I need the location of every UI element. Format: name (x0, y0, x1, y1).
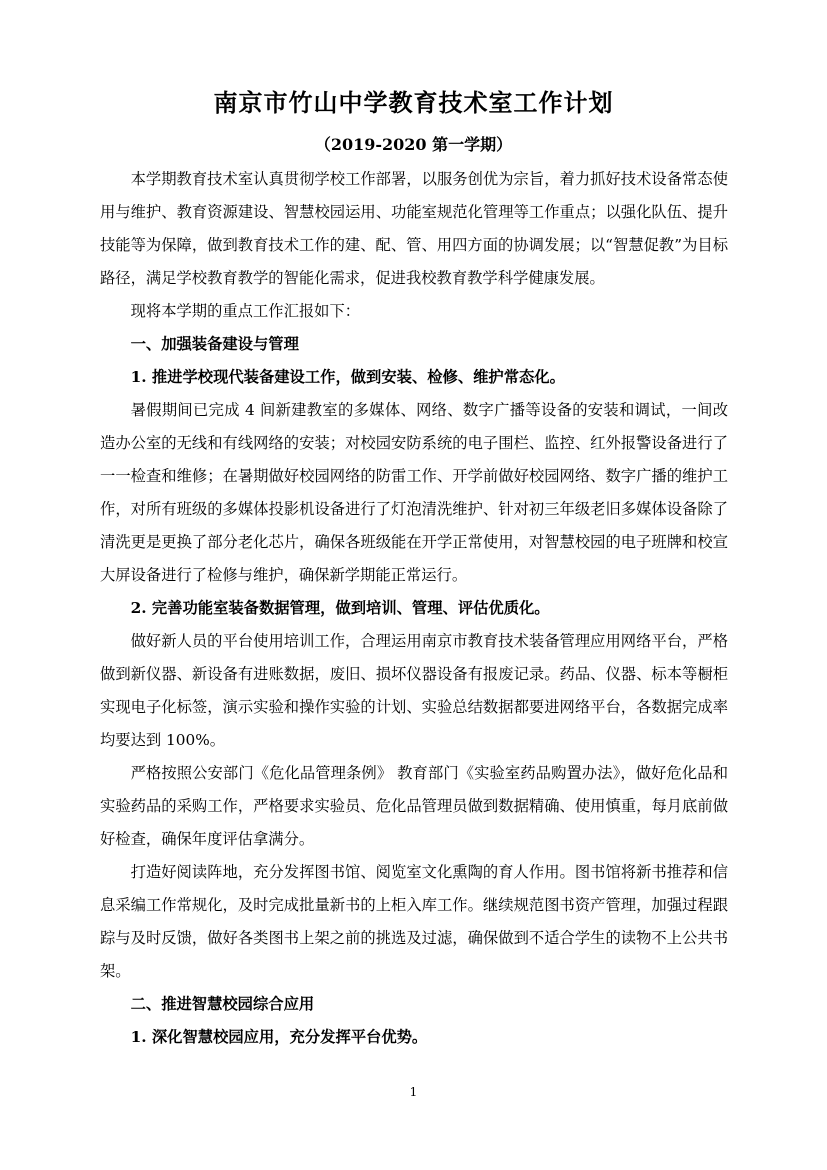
section-1-heading: 一、加强装备建设与管理 (130, 335, 299, 353)
lead-paragraph: 现将本学期的重点工作汇报如下： (130, 302, 361, 320)
document-title: 南京市竹山中学教育技术室工作计划 (213, 89, 614, 117)
document-subtitle: （2019-2020 第一学期） (314, 135, 513, 154)
section-2-heading: 二、推进智慧校园综合应用 (130, 995, 315, 1013)
intro-paragraph: 本学期教育技术室认真贯彻学校工作部署，以服务创优为宗旨，着力抓好技术设备常态使用与维护、教育资源建设、智慧校园运用、功能室规范化管理等工作重点；以强化队伍、提升技能等为保障，做到教育技术工作的建、配、管、用四方面的协调发展；以“智慧促教”为目标路径，满足学校教育教学的智能化需求，促进我校教育教学科学健康发展。 (100, 170, 728, 287)
section-2-item-1-heading: 1. 深化智慧校园应用，充分发挥平台优势。 (130, 1028, 428, 1046)
page-number: 1 (409, 1085, 418, 1099)
document-body (100, 163, 728, 1054)
section-1-item-1-heading: 1. 推进学校现代装备建设工作，做到安装、检修、维护常态化。 (130, 368, 565, 386)
section-1-item-2-body-training: 做好新人员的平台使用培训工作，合理运用南京市教育技术装备管理应用网络平台，严格做到新仪器、新设备有进账数据，废旧、损坏仪器设备有报废记录。药品、仪器、标本等橱柜实现电子化标签，演示实验和操作实验的计划、实验总结数据都要进网络平台，各数据完成率均要达到 100%。 (100, 632, 728, 749)
section-1-item-2-heading: 2. 完善功能室装备数据管理，做到培训、管理、评估优质化。 (130, 599, 550, 617)
section-1-item-2-body-chemicals: 严格按照公安部门《危化品管理条例》 教育部门《实验室药品购置办法》，做好危化品和实验药品的采购工作，严格要求实验员、危化品管理员做到数据精确、使用慎重，每月底前做好检查，确保年度评估拿满分。 (100, 764, 728, 848)
section-1-item-2-body-library: 打造好阅读阵地，充分发挥图书馆、阅览室文化熏陶的育人作用。图书馆将新书推荐和信息采编工作常规化，及时完成批量新书的上柜入库工作。继续规范图书资产管理，加强过程跟踪与及时反馈，做好各类图书上架之前的挑选及过滤，确保做到不适合学生的读物不上公共书架。 (100, 863, 728, 980)
section-1-item-1-body: 暑假期间已完成 4 间新建教室的多媒体、网络、数字广播等设备的安装和调试，一间改造办公室的无线和有线网络的安装；对校园安防系统的电子围栏、监控、红外报警设备进行了一一检查和维修；在暑期做好校园网络的防雷工作、开学前做好校园网络、数字广播的维护工作，对所有班级的多媒体投影机设备进行了灯泡清洗维护、针对初三年级老旧多媒体设备除了清洗更是更换了部分老化芯片，确保各班级能在开学正常使用，对智慧校园的电子班牌和校宣大屏设备进行了检修与维护，确保新学期能正常运行。 (100, 401, 728, 584)
